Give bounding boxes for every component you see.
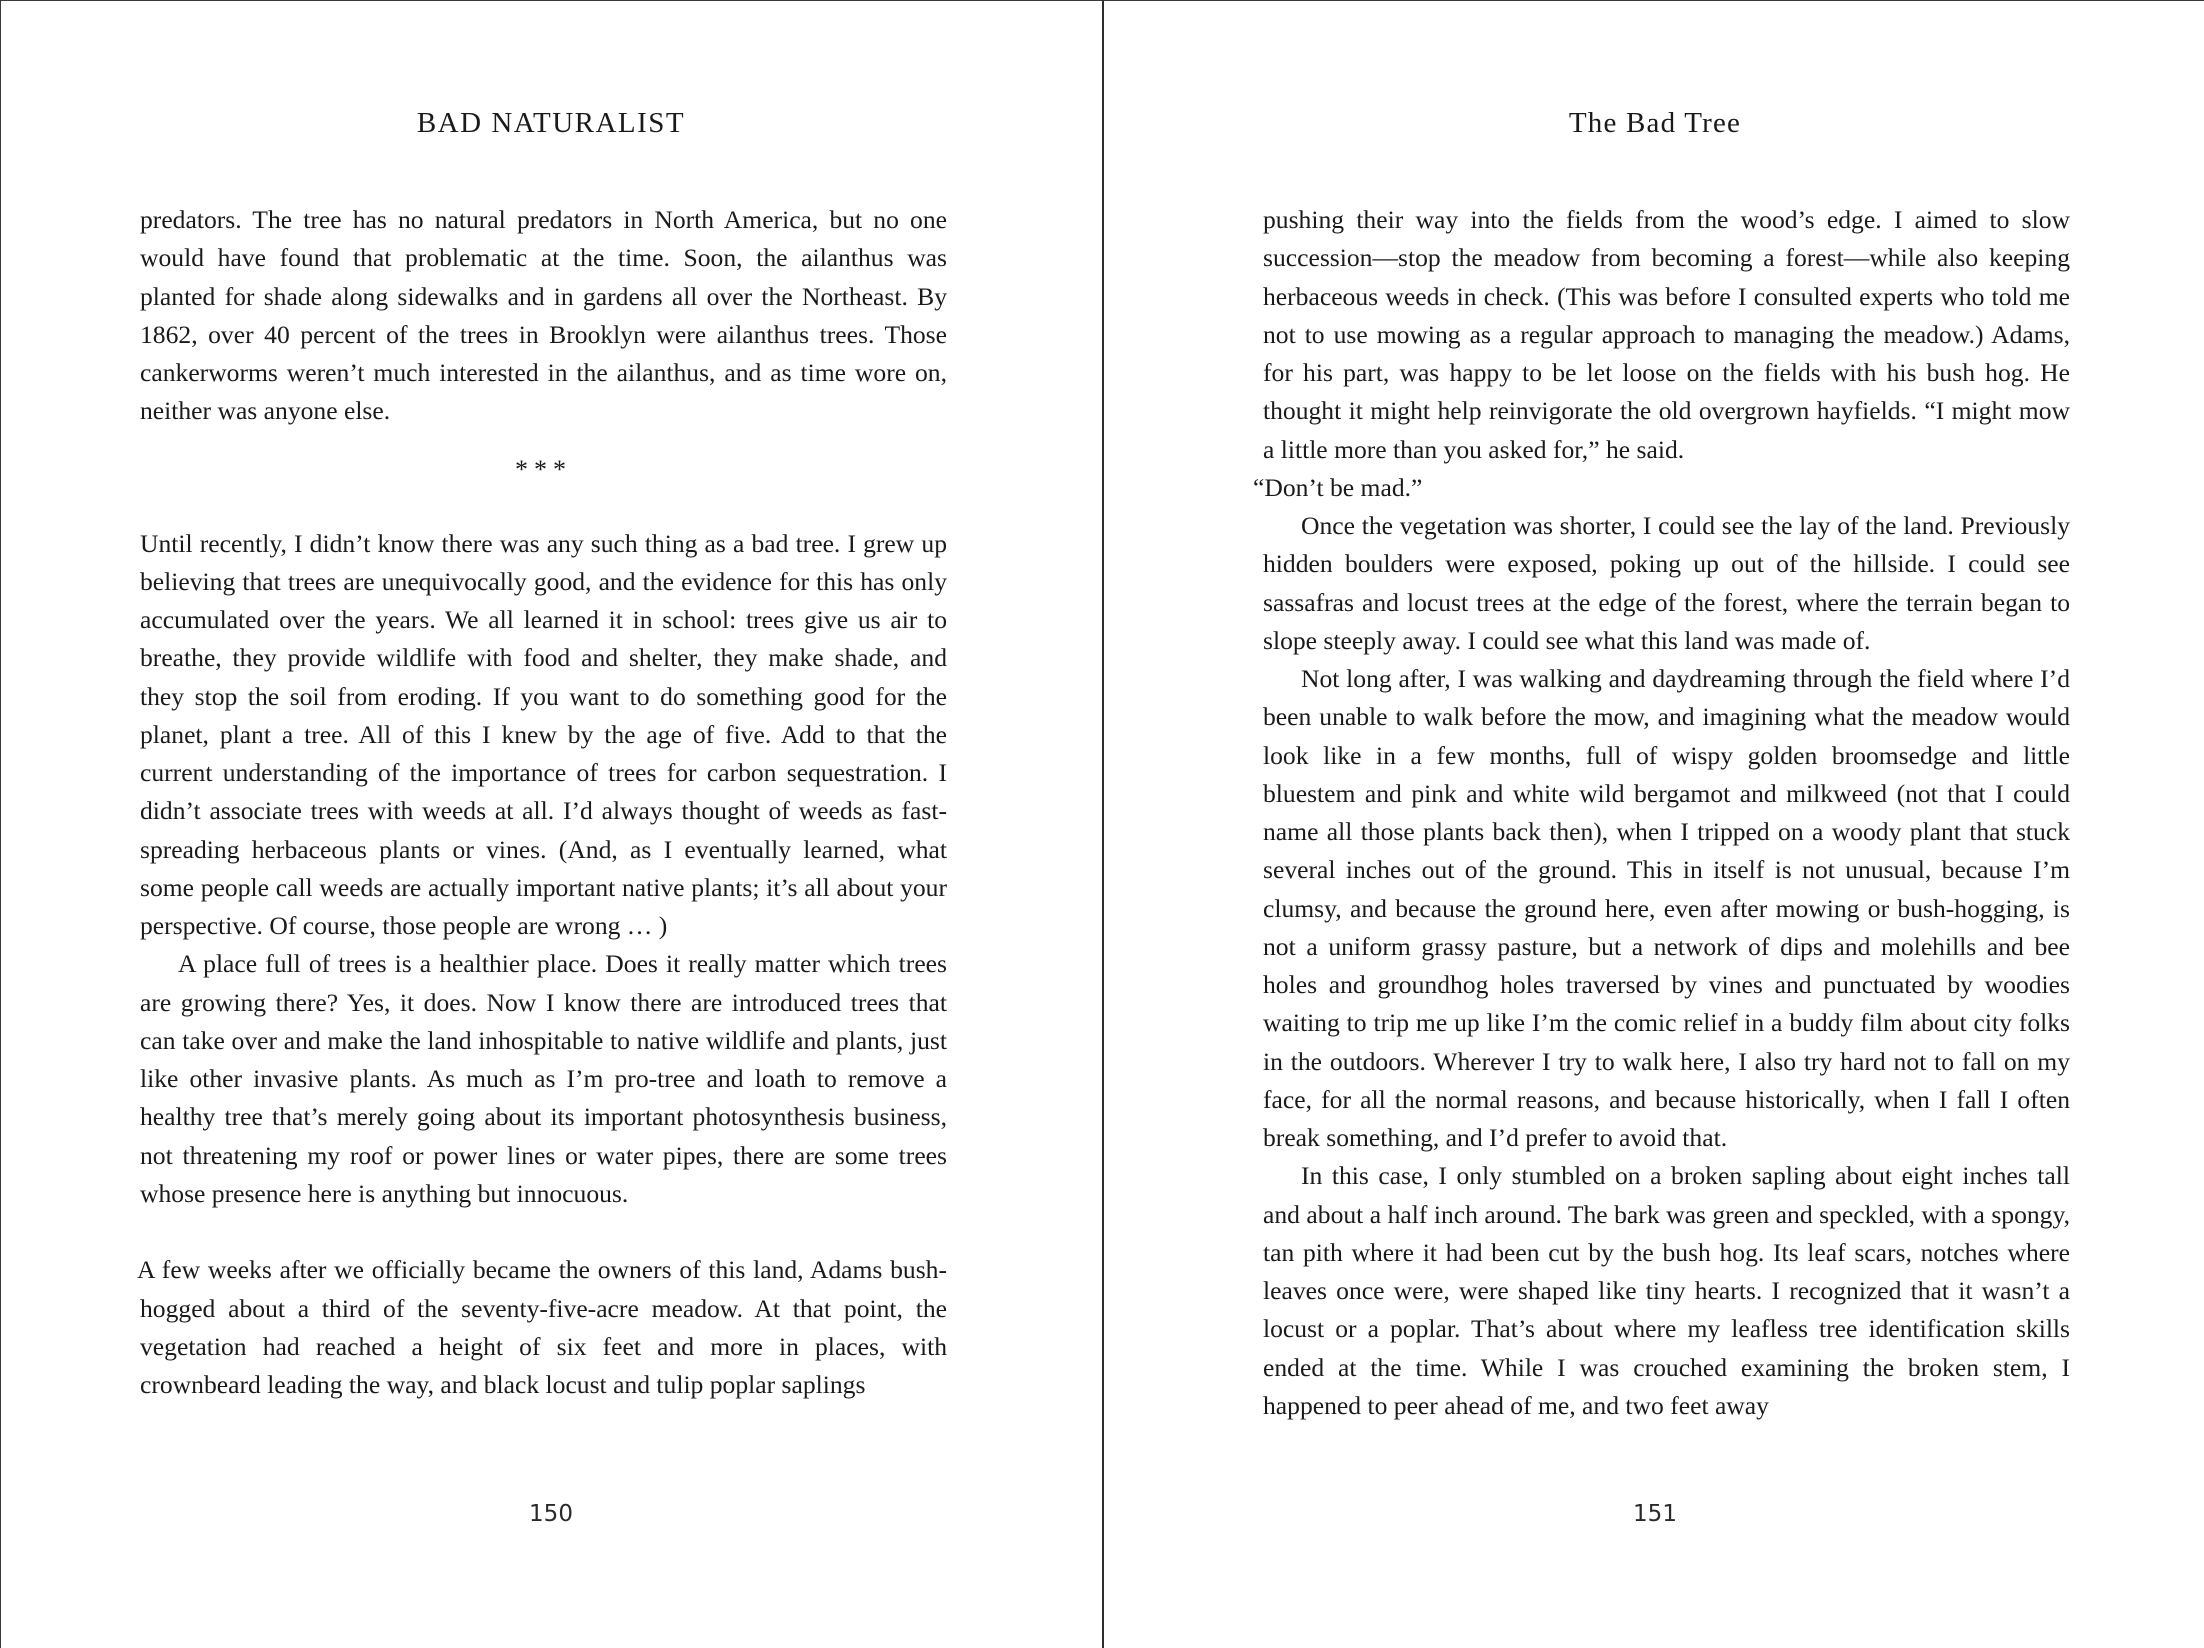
section-break: *** — [515, 454, 572, 484]
paragraph: Once the vegetation was shorter, I could see the lay of the land. Previously hidden boulders were exposed, poking up out of the hillside. I could see sassafras and locust trees at the edge of the forest, where the terrain began to slope steeply away. I could see what this land was made of. — [1263, 511, 2070, 655]
right-page-body — [1253, 201, 2070, 1425]
paragraph: Not long after, I was walking and daydreaming through the field where I’d been unable to walk before the mow, and imagining what the meadow would look like in a few months, full of wispy golden broomsedge and little bluestem and pink and white wild bergamot and milkweed (not that I could name all those plants back then), when I tripped on a woody plant that stuck several inches out of the ground. This in itself is not unusual, because I’m clumsy, and because the ground here, even after mowing or bush-hogging, is not a uniform grassy pasture, but a network of dips and molehills and bee holes and groundhog holes traversed by vines and punctuated by woodies waiting to trip me up like I’m the comic relief in a buddy film about city folks in the outdoors. Wherever I try to walk here, I also try hard not to fall on my face, for all the normal reasons, and because historically, when I fall I often break something, and I’d prefer to avoid that. — [1263, 664, 2070, 1152]
paragraph: Until recently, I didn’t know there was any such thing as a bad tree. I grew up believing that trees are unequivocally good, and the evidence for this has only accumulated over the years. We all learned it in school: trees give us air to breathe, they provide wildlife with food and shelter, they make shade, and they stop the soil from eroding. If you want to do something good for the planet, plant a tree. All of this I knew by the age of five. Add to that the current understanding of the importance of trees for carbon sequestration. I didn’t associate trees with weeds at all. I’d always thought of weeds as fast-spreading herbaceous plants or vines. (And, as I eventually learned, what some people call weeds are actually important native plants; it’s all about your perspective. Of course, those people are wrong … ) — [140, 528, 947, 940]
paragraph: pushing their way into the fields from the wood’s edge. I aimed to slow succession—stop the meadow from becoming a forest—while also keeping herbaceous weeds in check. (This was before I consulted experts who told me not to use mowing as a regular approach to managing the meadow.) Adams, for his part, was happy to be let loose on the fields with his bush hog. He thought it might help reinvigorate the old overgrown hayfields. “I might mow a little more than you asked for,” he said. — [1263, 205, 2070, 464]
paragraph: In this case, I only stumbled on a broken sapling about eight inches tall and about a half inch around. The bark was green and speckled, with a spongy, tan pith where it had been cut by the bush hog. Its leaf scars, notches where leaves once were, were shaped like tiny hearts. I recognized that it wasn’t a locust or a poplar. That’s about where my leafless tree identification skills ended at the time. While I was crouched examining the broken stem, I happened to peer ahead of me, and two feet away — [1263, 1161, 2070, 1420]
right-page — [1104, 0, 2204, 1648]
paragraph: A place full of trees is a healthier place. Does it really matter which trees are growing there? Yes, it does. Now I know there are introduced trees that can take over and make the land inhospitable to native wildlife and plants, just like other invasive plants. As much as I’m pro-tree and loath to remove a healthy tree that’s merely going about its important photosynthesis business, not threatening my roof or power lines or water pipes, there are some trees whose presence here is anything but innocuous. — [140, 949, 947, 1208]
left-page-body — [137, 201, 947, 1404]
paragraph: “Don’t be mad.” — [1253, 472, 1423, 502]
page-number: 151 — [1633, 1501, 1677, 1527]
paragraph: predators. The tree has no natural predators in North America, but no one would have found that problematic at the time. Soon, the ailanthus was planted for shade along sidewalks and in gardens all over the Northeast. By 1862, over 40 percent of the trees in Brooklyn were ailanthus trees. Those cankerworms weren’t much interested in the ailanthus, and as time wore on, neither was anyone else. — [140, 205, 947, 426]
paragraph: A few weeks after we officially became the owners of this land, Adams bush-hogged about a third of the seventy-five-acre meadow. At that point, the vegetation had reached a height of six feet and more in places, with crownbeard leading the way, and black locust and tulip poplar saplings — [137, 1255, 947, 1399]
running-head-chapter-title: The Bad Tree — [1568, 107, 1742, 139]
page-number: 150 — [529, 1501, 573, 1527]
running-head-book-title: BAD NATURALIST — [416, 107, 686, 139]
